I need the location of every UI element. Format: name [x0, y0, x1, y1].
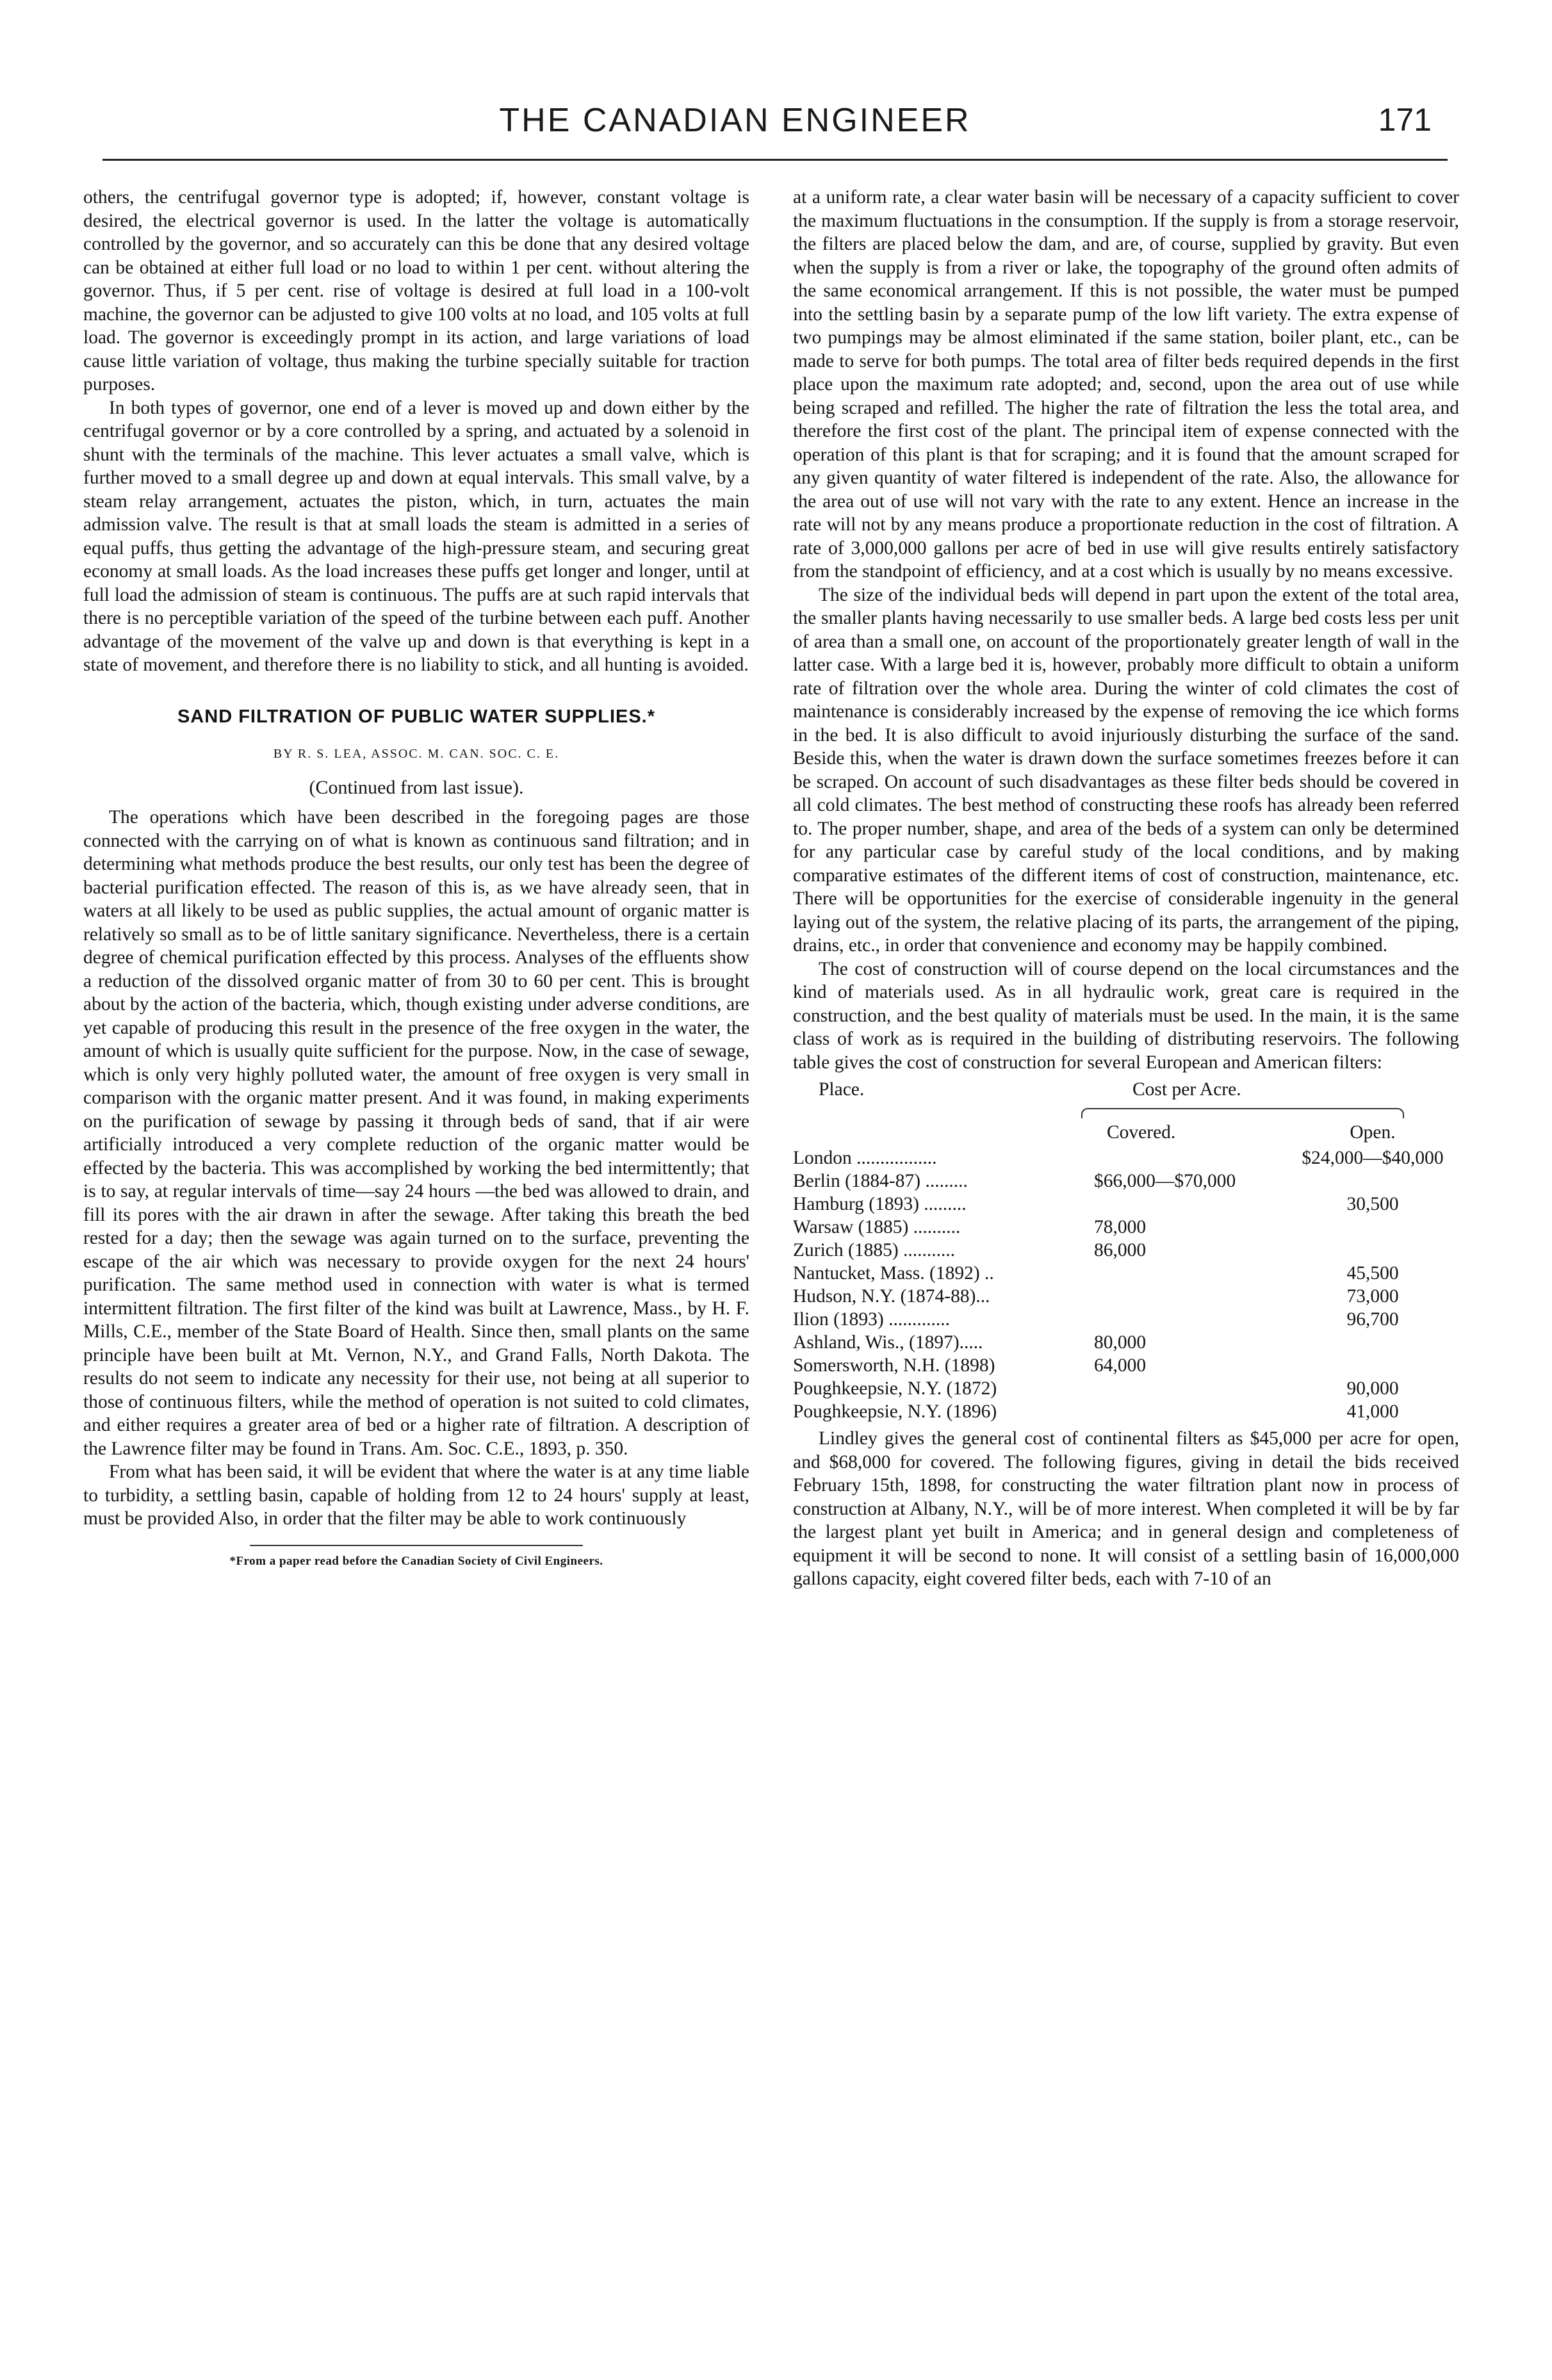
- open-cell: 41,000: [1346, 1401, 1399, 1422]
- table-row: [793, 1285, 1459, 1308]
- place-cell: Somersworth, N.H. (1898): [793, 1355, 995, 1376]
- journal-title: THE CANADIAN ENGINEER: [499, 102, 971, 139]
- table-row: [793, 1239, 1459, 1262]
- covered-cell: [1094, 1146, 1286, 1170]
- cost-table-subheader: [793, 1121, 1459, 1145]
- open-cell: [1286, 1170, 1459, 1193]
- table-row: [793, 1146, 1459, 1170]
- place-cell: London .................: [793, 1148, 937, 1168]
- covered-cell: $66,000—$70,000: [1094, 1171, 1236, 1191]
- covered-cell: [1094, 1377, 1286, 1400]
- open-cell: [1286, 1354, 1459, 1377]
- place-cell: Ilion (1893) .............: [793, 1309, 950, 1330]
- cost-table-header: [793, 1078, 1459, 1102]
- covered-cell: [1094, 1400, 1286, 1423]
- open-cell: $24,000—$40,000: [1302, 1148, 1444, 1168]
- open-cell: 45,500: [1346, 1263, 1399, 1284]
- covered-cell: 64,000: [1094, 1355, 1147, 1376]
- table-row: [793, 1193, 1459, 1216]
- article-byline: BY R. S. LEA, ASSOC. M. CAN. SOC. C. E.: [273, 747, 560, 761]
- covered-cell: [1094, 1193, 1286, 1216]
- paragraph: From what has been said, it will be evident that where the water is at any time liable to turbidity, a settling basin, capable of holding from 12 to 24 hours' supply at least, must be provided Also, in order that the filter may be able to work continuously: [83, 1462, 749, 1529]
- header-rule: [102, 159, 1448, 161]
- footnote-rule: [250, 1545, 583, 1546]
- table-row: [793, 1331, 1459, 1354]
- place-cell: Hudson, N.Y. (1874-88)...: [793, 1286, 990, 1307]
- header-cost-per-acre: Cost per Acre.: [1132, 1079, 1241, 1100]
- right-column: [793, 186, 1459, 1591]
- left-column: [83, 186, 749, 1573]
- page-header: [38, 101, 1432, 152]
- place-cell: Warsaw (1885) ..........: [793, 1217, 961, 1237]
- table-row: [793, 1308, 1459, 1331]
- open-cell: 90,000: [1346, 1378, 1399, 1399]
- open-cell: 96,700: [1346, 1309, 1399, 1330]
- open-cell: [1286, 1331, 1459, 1354]
- continued-note: (Continued from last issue).: [309, 776, 524, 798]
- page-number: 171: [1378, 102, 1432, 138]
- table-row: [793, 1262, 1459, 1285]
- open-cell: 73,000: [1346, 1286, 1399, 1307]
- place-cell: Ashland, Wis., (1897).....: [793, 1332, 983, 1353]
- paragraph: The size of the individual beds will depend in part upon the extent of the total area, the smaller plants having necessarily to use smaller beds. A large bed costs less per unit of area than a small one, on account of the proportionately greater length of wall in the latter case. With a large bed it is, however, probably more difficult to obtain a uniform rate of filtration over the whole area. During the winter of cold climates the cost of maintenance is considerably increased by the expense of removing the ice which forms in the bed. It is also difficult to avoid injuriously disturbing the surface of the sand. Beside this, when the water is drawn down the surface sometimes freezes before it can be scraped. On account of such disadvantages as these filter beds should be covered in all cold climates. The best method of constructing these roofs has already been referred to. The proper number, shape, and area of the beds of a system can only be determined for any particular case by careful study of the local conditions, and by making comparative estimates of the different items of cost of construction, maintenance, etc. There will be opportunities for the exercise of considerable ingenuity in the general laying out of the system, the relative placing of its parts, the arrangement of the piping, drains, etc., in order that convenience and economy may be happily combined.: [793, 584, 1459, 956]
- table-row: [793, 1216, 1459, 1239]
- covered-cell: 86,000: [1094, 1240, 1147, 1260]
- place-cell: Zurich (1885) ...........: [793, 1240, 956, 1260]
- place-cell: Poughkeepsie, N.Y. (1872): [793, 1378, 997, 1399]
- place-cell: Berlin (1884-87) .........: [793, 1171, 968, 1191]
- table-brace: [1081, 1108, 1404, 1118]
- covered-cell: 80,000: [1094, 1332, 1147, 1353]
- table-row: [793, 1354, 1459, 1377]
- subheader-spacer: [793, 1121, 1094, 1145]
- article-title: SAND FILTRATION OF PUBLIC WATER SUPPLIES.*: [177, 706, 656, 727]
- paragraph: Lindley gives the general cost of continental filters as $45,000 per acre for open, and $68,000 for covered. The following figures, giving in detail the bids received February 15th, 1898, for constructing the water filtration plant now in process of construction at Albany, N.Y., will be of more interest. When completed it will be by far the largest plant yet built in America; and in general design and completeness of equipment it will be second to none. It will consist of a settling basin of 16,000,000 gallons capacity, eight covered filter beds, each with 7-10 of an: [793, 1428, 1459, 1589]
- table-row: [793, 1400, 1459, 1423]
- open-cell: 30,500: [1346, 1194, 1399, 1214]
- open-cell: [1286, 1239, 1459, 1262]
- paragraph: The operations which have been described in the foregoing pages are those connected with the carrying on of what is known as continuous sand filtration; and in determining what methods produce the best results, our only test has been the degree of bacterial purification effected. The reason of this is, as we have already seen, that in waters at all likely to be used as public supplies, the actual amount of organic matter is relatively so small as to be of little sanitary significance. Nevertheless, there is a certain degree of chemical purification effected by this process. Analyses of the effluents show a reduction of the dissolved organic matter of from 30 to 60 per cent. This is brought about by the action of the bacteria, which, though existing under adverse conditions, are yet capable of producing this result in the presence of the free oxygen in the water, the amount of which is usually quite sufficient for the purpose. Now, in the case of sewage, which is only very highly polluted water, the amount of free oxygen is very small in comparison with the organic matter present. And it was found, in making experiments on the purification of sewage by passing it through beds of sand, that if air were artificially introduced a very complete reduction of the organic matter would be effected by the bacteria. This was accomplished by working the bed intermittently; that is to say, at regular intervals of time—say 24 hours —the bed was allowed to drain, and fill its pores with the air drawn in after the sewage. After taking this breath the bed rested for a day; then the sewage was again turned on to the surface, preventing the escape of the air which was necessary to provide oxygen for the next 24 hours' purification. The same method used in connection with water is what is termed intermittent filtration. The first filter of the kind was built at Lawrence, Mass., by H. F. Mills, C.E., member of the State Board of Health. Since then, small plants on the same principle have been built at Mt. Vernon, N.Y., and Grand Falls, North Dakota. The results do not seem to indicate any necessity for their use, not being at all superior to those of continuous filters, while the method of operation is not suited to cold climates, and either requires a greater area of bed or a higher rate of filtration. A description of the Lawrence filter may be found in Trans. Am. Soc. C.E., 1893, p. 350.: [83, 807, 749, 1459]
- paragraph: others, the centrifugal governor type is adopted; if, however, constant voltage is desired, the electrical governor is used. In the latter the voltage is automatically controlled by the governor, and so accurately can this be done that any desired voltage can be obtained at either full load or no load to within 1 per cent. without altering the governor. Thus, if 5 per cent. rise of voltage is desired at full load in a 100-volt machine, the governor can be adjusted to give 100 volts at no load, and 105 volts at full load. The governor is exceedingly prompt in its action, and large variations of load cause little variation of voltage, thus making the turbine specially suitable for traction purposes.: [83, 187, 749, 395]
- header-place: Place.: [819, 1079, 865, 1100]
- covered-cell: [1094, 1262, 1286, 1285]
- place-cell: Hamburg (1893) .........: [793, 1194, 967, 1214]
- covered-cell: [1094, 1308, 1286, 1331]
- paragraph: at a uniform rate, a clear water basin will be necessary of a capacity sufficient to cover the maximum fluctuations in the consumption. If the supply is from a storage reservoir, the filters are placed below the dam, and are, of course, supplied by gravity. But even when the supply is from a river or lake, the topography of the ground often admits of the same economical arrangement. If this is not possible, the water must be pumped into the settling basin by a separate pump of the low lift variety. The extra expense of two pumpings may be almost eliminated if the same station, boiler plant, etc., can be made to serve for both pumps. The total area of filter beds required depends in the first place upon the maximum rate adopted; and, second, upon the area out of use while being scraped and refilled. The higher the rate of filtration the less the total area, and therefore the first cost of the plant. The principal item of expense connected with the operation of this plant is that for scraping; and it is found that the amount scraped for any given quantity of water filtered is independent of the rate. Also, the allowance for the area out of use will not vary with the rate to any extent. Hence an increase in the rate will not by any means produce a proportionate reduction in the cost of filtration. A rate of 3,000,000 gallons per acre of bed in use will give results entirely satisfactory from the standpoint of efficiency, and at a cost which is usually by no means excessive.: [793, 187, 1459, 582]
- place-cell: Nantucket, Mass. (1892) ..: [793, 1263, 994, 1284]
- table-row: [793, 1377, 1459, 1400]
- open-cell: [1286, 1216, 1459, 1239]
- covered-cell: [1094, 1285, 1286, 1308]
- header-open: Open.: [1350, 1121, 1396, 1143]
- paragraph: In both types of governor, one end of a lever is moved up and down either by the centrifugal governor or by a core controlled by a spring, and actuated by a solenoid in shunt with the terminals of the machine. This lever actuates a small valve, which is further moved to a small degree up and down at equal intervals. This small valve, by a steam relay arrangement, actuates the piston, which, in turn, actuates the main admission valve. The result is that at small loads the steam is admitted in a series of equal puffs, thus getting the advantage of the high-pressure steam, and securing great economy at small loads. As the load increases these puffs get longer and longer, until at full load the admission of steam is continuous. The puffs are at such rapid intervals that there is no perceptible variation of the speed of the turbine between each puff. Another advantage of the movement of the valve up and down is that everything is kept in a state of movement, and therefore there is no liability to stick, and all hunting is avoided.: [83, 397, 749, 675]
- covered-cell: 78,000: [1094, 1217, 1147, 1237]
- header-covered: Covered.: [1107, 1121, 1176, 1143]
- table-row: [793, 1170, 1459, 1193]
- footnote: *From a paper read before the Canadian Society of Civil Engineers.: [229, 1554, 603, 1568]
- place-cell: Poughkeepsie, N.Y. (1896): [793, 1401, 997, 1422]
- cost-table: [793, 1146, 1459, 1423]
- paragraph: The cost of construction will of course depend on the local circumstances and the kind of materials used. As in all hydraulic work, great care is required in the construction, and the best quality of materials must be used. In the main, it is the same class of work as is required in the building of distributing reservoirs. The following table gives the cost of construction for several European and American filters:: [793, 958, 1459, 1073]
